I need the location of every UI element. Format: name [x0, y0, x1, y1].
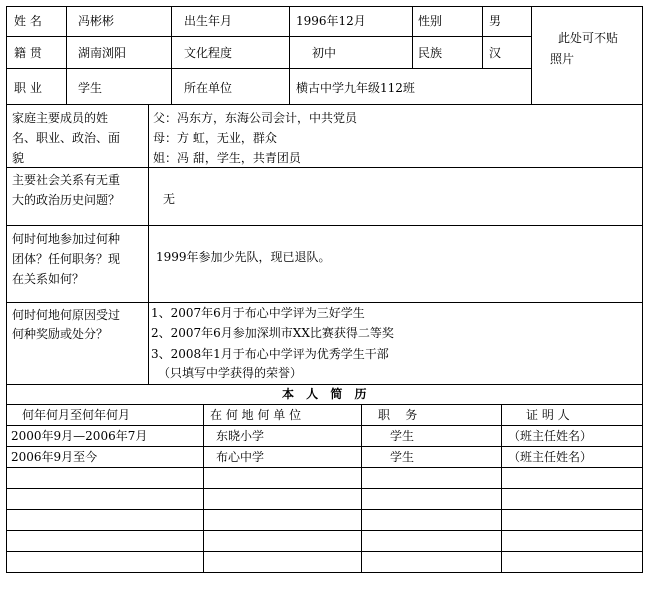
resume-cell-witness: （班主任姓名）	[508, 450, 593, 464]
birth-value: 1996年12月	[296, 14, 366, 28]
resume-cell-position: 学生	[390, 429, 415, 443]
rule-basic-c1	[66, 6, 67, 104]
rule-right	[642, 6, 643, 573]
rule-header-bottom	[6, 425, 643, 426]
occupation-value: 学生	[78, 81, 103, 95]
resume-cell-place: 东晓小学	[216, 429, 265, 443]
family-label: 家庭主要成员的姓	[12, 111, 109, 125]
resume-header-period: 何年何月至何年何月	[22, 408, 131, 422]
resume-cell-position: 学生	[390, 450, 415, 464]
rule-row2	[6, 68, 532, 69]
name-value: 冯彬彬	[78, 14, 115, 28]
rule-social-bottom	[6, 225, 643, 226]
resume-cell-period: 2006年9月至今	[11, 450, 98, 464]
rule-family-bottom	[6, 167, 643, 168]
organization-label-line2: 团体？任何职务？现	[12, 252, 121, 266]
resume-header-place: 在 何 地 何 单 位	[210, 408, 302, 422]
rule-row1	[6, 36, 532, 37]
organization-label: 何时何地参加过何种	[12, 232, 121, 246]
rule-resume-3	[6, 488, 643, 489]
photo-note: 此处可不贴	[558, 31, 619, 45]
rule-left	[6, 6, 7, 573]
rule-title-bottom	[6, 404, 643, 405]
rule-basic-c5	[482, 6, 483, 68]
rule-resume-5	[6, 530, 643, 531]
origin-value: 湖南浏阳	[78, 46, 127, 60]
name-label: 姓 名	[14, 14, 42, 28]
family-label-line2: 名、职业、政治、面	[12, 131, 121, 145]
rule-basic-c3	[289, 6, 290, 104]
rule-basic-c4	[412, 6, 413, 68]
education-value: 初中	[312, 46, 337, 60]
resume-cell-witness: （班主任姓名）	[508, 429, 593, 443]
birth-label: 出生年月	[184, 14, 233, 28]
ethnicity-value: 汉	[489, 46, 502, 60]
rule-resume-4	[6, 509, 643, 510]
registration-form	[6, 6, 643, 573]
social-label: 主要社会关系有无重	[12, 173, 121, 187]
award-item: （只填写中学获得的荣誉）	[158, 366, 303, 380]
workplace-value: 横古中学九年级112班	[296, 81, 415, 95]
resume-cell-period: 2000年9月—2006年7月	[11, 429, 148, 443]
gender-label: 性别	[418, 14, 443, 28]
rule-section-split	[148, 104, 149, 384]
rule-resume-6	[6, 551, 643, 552]
rule-bottom	[6, 572, 643, 573]
origin-label: 籍 贯	[14, 46, 42, 60]
family-member: 父：冯东方，东海公司会计，中共党员	[153, 111, 358, 125]
workplace-label: 所在单位	[184, 81, 233, 95]
family-member: 姐：冯 甜，学生，共青团员	[153, 151, 301, 165]
social-label-line2: 大的政治历史问题？	[12, 193, 121, 207]
awards-label: 何时何地何原因受过	[12, 308, 121, 322]
award-item: 3、2008年1月于布心中学评为优秀学生干部	[151, 347, 389, 361]
photo-note-line2: 照片	[550, 52, 575, 66]
rule-resume-c3	[501, 404, 502, 573]
rule-top	[6, 6, 643, 7]
ethnicity-label: 民族	[418, 46, 443, 60]
resume-header-witness: 证 明 人	[526, 408, 570, 422]
award-item: 2、2007年6月参加深圳市XX比赛获得二等奖	[151, 326, 394, 340]
family-label-line3: 貌	[12, 151, 25, 165]
rule-basic-bottom	[6, 104, 643, 105]
resume-cell-place: 布心中学	[216, 450, 265, 464]
social-value: 无	[163, 192, 176, 206]
award-item: 1、2007年6月于布心中学评为三好学生	[151, 306, 365, 320]
occupation-label: 职 业	[14, 81, 42, 95]
resume-header-position: 职 务	[378, 408, 418, 422]
rule-resume-1	[6, 446, 643, 447]
rule-org-bottom	[6, 302, 643, 303]
organization-value: 1999年参加少先队，现已退队。	[156, 250, 331, 264]
rule-resume-c2	[361, 404, 362, 573]
rule-basic-c2	[171, 6, 172, 104]
education-label: 文化程度	[184, 46, 233, 60]
rule-awards-bottom	[6, 384, 643, 385]
rule-resume-2	[6, 467, 643, 468]
awards-label-line2: 何种奖励或处分？	[12, 327, 109, 341]
resume-title: 本 人 简 历	[282, 387, 371, 401]
rule-resume-c1	[203, 404, 204, 573]
family-member: 母：方 虹，无业，群众	[153, 131, 277, 145]
rule-photo-left	[531, 6, 532, 104]
organization-label-line3: 在关系如何？	[12, 272, 85, 286]
gender-value: 男	[489, 14, 502, 28]
